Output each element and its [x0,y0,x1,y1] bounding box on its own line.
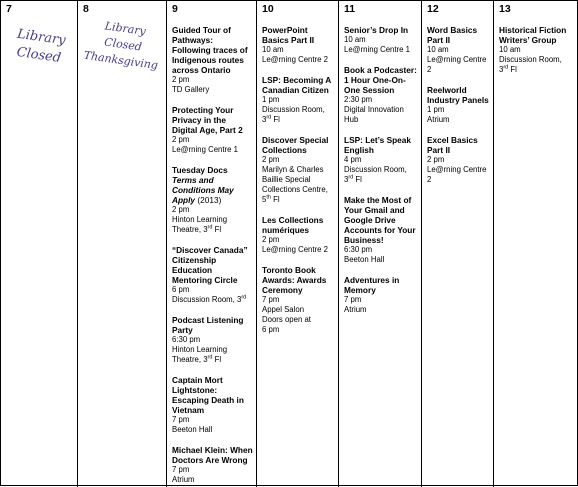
event-location: Discussion Room, 3rd [172,294,247,304]
event-location: Atrium [344,305,367,314]
event-location: Discussion Room, [344,165,407,174]
event-item [427,25,490,75]
event-item [262,25,335,65]
event-location: Le@rning Centre 1 [172,145,238,154]
day-number: 13 [499,3,511,15]
event-time: 10 am [262,45,284,54]
event-location: Discussion Room, [499,55,562,64]
event-item [262,265,335,335]
event-time: 6 pm [172,285,190,294]
event-title: Adventures in Memory [344,275,400,295]
film-title: Terms and Conditions May Apply (2013) [172,175,234,205]
event-location: 3rd Fl [499,64,517,74]
event-item [172,165,253,235]
event-item [262,75,335,125]
day-number: 7 [6,3,12,15]
event-location: Hinton Learning [172,345,228,354]
event-item [427,85,490,125]
event-location: 3rd Fl [344,174,362,184]
day-column-10 [256,1,338,487]
day-column-9 [166,1,256,487]
event-location: Theatre, 3rd Fl [172,224,222,234]
day-number: 12 [427,3,439,15]
event-location: Le@rning Centre 1 [344,45,410,54]
event-time: 10 am [499,45,521,54]
event-item [499,25,576,75]
event-time: 7 pm [172,465,190,474]
event-item [262,215,335,255]
event-item [344,135,418,185]
event-title: Captain Mort Lightstone: Escaping Death in Vietnam [172,375,244,415]
event-item [344,195,418,265]
event-location: Atrium [427,115,450,124]
event-title: Toronto Book Awards: Awards Ceremony [262,265,327,295]
event-time: 7 pm [172,415,190,424]
event-time: 1 pm [427,105,445,114]
event-title: Guided Tour of Pathways: Following traces of Indigenous routes across Ontario [172,25,248,75]
event-time: 4 pm [344,155,362,164]
event-item [172,315,253,365]
event-location: Beeton Hall [172,425,213,434]
event-location: Theatre, 3rd Fl [172,354,222,364]
event-title: Senior’s Drop In [344,25,409,35]
event-title: Reelworld Industry Panels [427,85,489,105]
event-time: 2 pm [172,135,190,144]
event-location: Discussion Room, [262,105,325,114]
event-time: 2 pm [262,235,280,244]
day-column-7 [1,1,77,487]
event-title: Excel Basics Part II [427,135,478,155]
event-item [172,375,253,435]
day-column-8 [77,1,166,487]
event-note: 6 pm [262,325,280,334]
day-column-12 [421,1,493,487]
event-location: TD Gallery [172,85,210,94]
event-title: Historical Fiction Writers’ Group [499,25,567,45]
event-title: “Discover Canada” Citizenship Education Mentoring Circle [172,245,248,285]
event-title: Make the Most of Your Gmail and Google Drive Accounts for Your Business! [344,195,416,245]
event-location: Hinton Learning [172,215,228,224]
library-closed-thanksgiving-note: Library Closed Thanksgiving [82,19,159,72]
event-time: 2 pm [172,205,190,214]
event-title: Tuesday Docs [172,165,228,175]
event-location: Appel Salon [262,305,305,314]
event-title: LSP: Let’s Speak English [344,135,412,155]
event-item [172,245,253,305]
day-number: 8 [83,3,89,15]
event-time: 2 pm [262,155,280,164]
event-title: Discover Special Collections [262,135,329,155]
event-time: 7 pm [344,295,362,304]
event-item [172,25,253,95]
event-time: 6:30 pm [172,335,201,344]
event-time: 1 pm [262,95,280,104]
event-item [344,65,418,125]
event-item [172,445,253,485]
event-location: 3rd Fl [262,114,280,124]
event-title: Les Collections numériques [262,215,324,235]
day-number: 9 [172,3,178,15]
day-number: 10 [262,3,274,15]
event-item [262,135,335,205]
event-location: Digital Innovation Hub [344,105,404,124]
event-item [344,25,418,55]
event-title: Book a Podcaster: 1 Hour One-On-One Session [344,65,417,95]
event-time: 6:30 pm [344,245,373,254]
day-column-11 [338,1,421,487]
event-title: Protecting Your Privacy in the Digital Age, Part 2 [172,105,243,135]
day-column-13 [493,1,578,487]
event-location: Le@rning Centre 2 [262,245,328,254]
event-title: Word Basics Part II [427,25,478,45]
event-time: 10 am [427,45,449,54]
event-title: PowerPoint Basics Part II [262,25,315,45]
event-time: 2 pm [172,75,190,84]
event-location: Le@rning Centre 2 [262,55,328,64]
event-item [344,275,418,315]
event-location: Le@rning Centre 2 [427,55,487,74]
event-note: Doors open at [262,315,311,324]
event-location: Le@rning Centre 2 [427,165,487,184]
event-location: Atrium [172,475,195,484]
event-location: Marilyn & Charles Baillie Special Collections Centre, 5th Fl [262,165,328,204]
day-number: 11 [344,3,356,15]
event-time: 2:30 pm [344,95,373,104]
event-time: 10 am [344,35,366,44]
event-item [172,105,253,155]
event-item [427,135,490,185]
event-title: Podcast Listening Party [172,315,244,335]
library-closed-note: Library Closed [15,26,67,66]
event-title: LSP: Becoming A Canadian Citizen [262,75,331,95]
event-title: Michael Klein: When Doctors Are Wrong [172,445,253,465]
event-time: 7 pm [262,295,280,304]
event-time: 2 pm [427,155,445,164]
event-location: Beeton Hall [344,255,385,264]
